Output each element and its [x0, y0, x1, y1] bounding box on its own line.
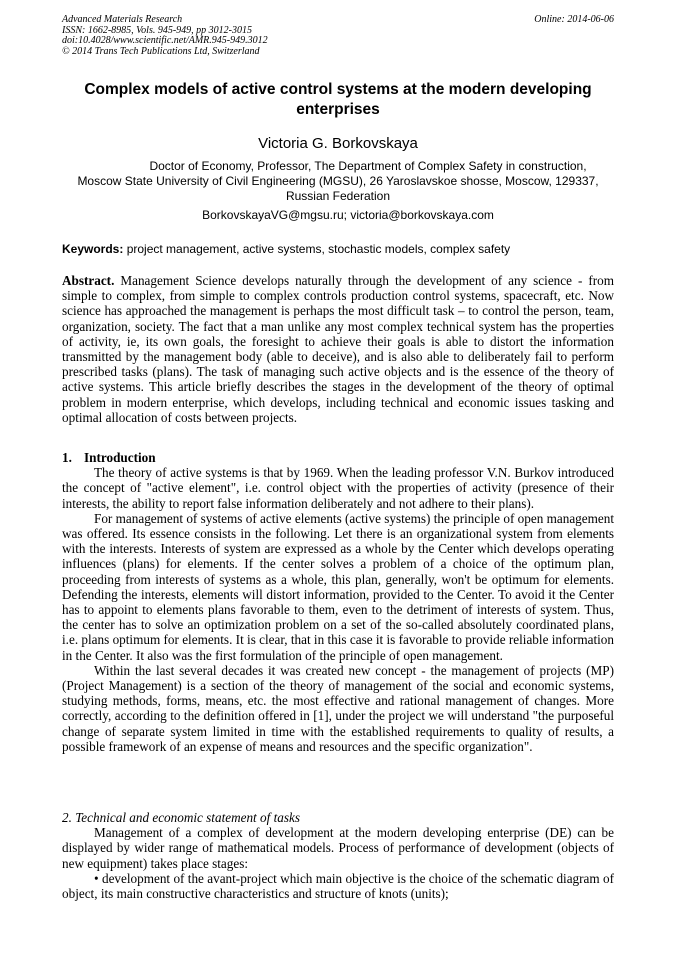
- author-email[interactable]: BorkovskayaVG@mgsu.ru; victoria@borkovskaya.com: [202, 208, 494, 222]
- section-number: 1.: [62, 450, 72, 465]
- affiliation-line-1: Doctor of Economy, Professor, The Department of Complex Safety in construction,: [149, 159, 587, 173]
- abstract: [62, 273, 614, 425]
- online-date: Online: 2014-06-06: [534, 14, 614, 25]
- paragraph: Management of a complex of development at the modern developing enterprise (DE) can be displayed by wider range of mathematical models. Process of performance of development (objects of new equipment) takes place stages:: [62, 825, 614, 871]
- author-name: Victoria G. Borkovskaya: [258, 135, 418, 152]
- keywords-text: project management, active systems, stochastic models, complex safety: [123, 242, 511, 256]
- section-introduction: [62, 450, 614, 754]
- journal-name: Advanced Materials Research: [62, 14, 183, 25]
- abstract-label: Abstract.: [62, 273, 115, 288]
- affiliation-line-2: Moscow State University of Civil Engineering (MGSU), 26 Yaroslavskoe shosse, Moscow, 129337, Russian Federation: [77, 174, 599, 203]
- abstract-text: Management Science develops naturally through the development of any science - from simple to complex, from simple to complex controls production control systems, spacecraft, etc. Now science has approached the management is perhaps the most difficult task – to control the person, team, organization, society. The fact that a man unlike any most complex technical system has the properties of activity, ie, its own goals, the foresight to achieve their goals is able to distort the information transmitted by the management body (able to deceive), and is also able to deliberately fail to perform prescribed tasks (plans). The task of managing such active objects and is the essence of the theory of active systems. This article briefly describes the stages in the development of the theory of optimal problem in modern enterprise, which develops, including technical and economic issues tasking and optimal allocation of costs between projects.: [62, 273, 614, 425]
- section-heading: [62, 450, 614, 465]
- copyright-line: © 2014 Trans Tech Publications Ltd, Switzerland: [62, 45, 260, 57]
- keywords: [62, 242, 614, 257]
- doi-line: doi:10.4028/www.scientific.net/AMR.945-949.3012: [62, 35, 268, 46]
- paragraph: The theory of active systems is that by 1969. When the leading professor V.N. Burkov introduced the concept of "active element", i.e. control object with the properties of activity (presence of their interests, the ability to report false information deliberately and not adhere to their plans).: [62, 465, 614, 511]
- publication-header: [62, 15, 614, 57]
- section-heading: 2. Technical and economic statement of tasks: [62, 810, 300, 825]
- author-affiliation: [62, 159, 614, 204]
- paragraph: For management of systems of active elements (active systems) the principle of open management was offered. Its essence consists in the following. Let there is an organizational system from elements with the interests. Interests of system are expressed as a whole by the Center which develops operating influences (plans) for elements. If the center solves a problem of a choice of the optimum plan, proceeding from interests of systems as a whole, this plan, generally, won't be optimum for elements. Defending the interests, elements will distort information, provided to the Center. To avoid it the Center has to appoint to elements plans favorable to them, even to the detriment of interests of system. Thus, the center has to solve an optimization problem on a set of the so-called absolutely coordinated plans, i.e. plans optimum for elements. It is clear, that in this case it is favorable to provide reliable information in the Center. It also was the first formulation of the principle of open management.: [62, 510, 614, 663]
- issn-line: ISSN: 1662-8985, Vols. 945-949, pp 3012-3015: [62, 24, 252, 36]
- bullet-item: • development of the avant-project which main objective is the choice of the schematic diagram of object, its main constructive characteristics and structure of knots (units);: [62, 870, 614, 902]
- keywords-label: Keywords:: [62, 242, 124, 256]
- section-title: Introduction: [84, 450, 156, 465]
- paper-title: Complex models of active control systems at the modern developing enterprises: [84, 81, 592, 118]
- paragraph: Within the last several decades it was created new concept - the management of projects (MP) (Project Management) is a section of the theory of management of the social and economic systems, studying methods, forms, means, etc. the most effective and rational management of changes. More correctly, according to the definition offered in [1], under the project we will understand "the purposeful change of separate system limited in time with the established requirements to quality of results, a possible framework of an expense of means and resources and the specific organization".: [62, 662, 614, 754]
- section-technical-statement: [62, 810, 614, 901]
